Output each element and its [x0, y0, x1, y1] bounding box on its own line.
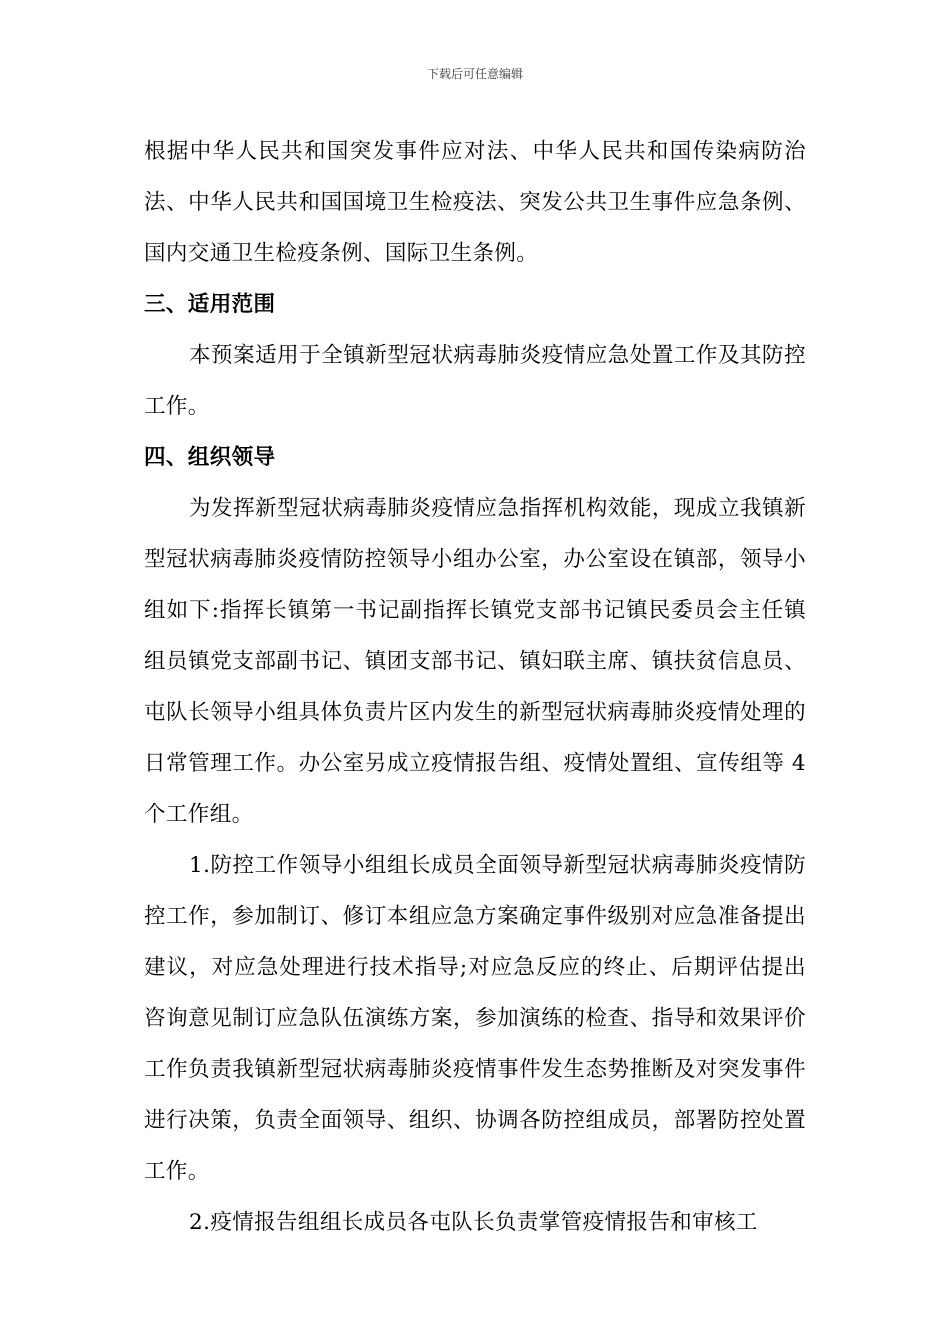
paragraph-legal-basis: 根据中华人民共和国突发事件应对法、中华人民共和国传染病防治法、中华人民共和国国境卫生检疫法、突发公共卫生事件应急条例、国内交通卫生检疫条例、国际卫生条例。	[144, 139, 806, 266]
paragraph-item-2: 2.疫情报告组组长成员各屯队长负责掌管疫情报告和审核工	[189, 1210, 758, 1235]
paragraph-item-1: 1.防控工作领导小组组长成员全面领导新型冠状病毒肺炎疫情防控工作，参加制订、修订本组应急方案确定事件级别对应急准备提出建议，对应急处理进行技术指导;对应急反应的终止、后期评估提出咨询意见制订应急队伍演练方案，参加演练的检查、指导和效果评价工作负责我镇新型冠状病毒肺炎疫情事件发生态势推断及对突发事件进行决策，负责全面领导、组织、协调各防控组成员，部署防控处置工作。	[144, 853, 806, 1184]
paragraph-organization: 为发挥新型冠状病毒肺炎疫情应急指挥机构效能，现成立我镇新型冠状病毒肺炎疫情防控领导小组办公室，办公室设在镇部，领导小组如下:指挥长镇第一书记副指挥长镇党支部书记镇民委员会主任镇组员镇党支部副书记、镇团支部书记、镇妇联主席、镇扶贫信息员、屯队长领导小组具体负责片区内发生的新型冠状病毒肺炎疫情处理的日常管理工作。办公室另成立疫情报告组、疫情处置组、宣传组等 4 个工作组。	[144, 496, 806, 827]
section-heading-organization: 四、组织领导	[144, 445, 276, 470]
document-body	[144, 126, 806, 1248]
section-heading-scope: 三、适用范围	[144, 292, 276, 317]
page-header-note: 下载后可任意编辑	[426, 67, 523, 81]
paragraph-scope: 本预案适用于全镇新型冠状病毒肺炎疫情应急处置工作及其防控工作。	[144, 343, 806, 419]
